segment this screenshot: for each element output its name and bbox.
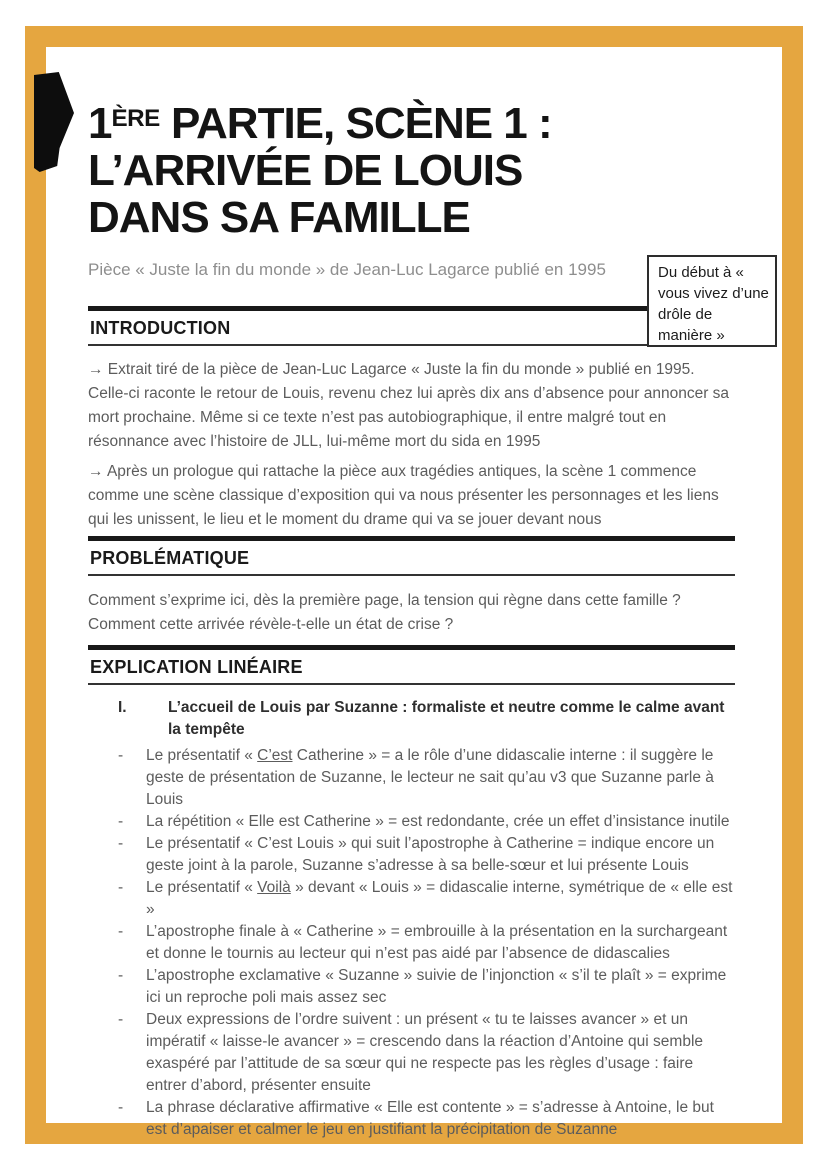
bullet-marker: - xyxy=(118,835,124,853)
title-line-3: DANS SA FAMILLE xyxy=(88,193,470,243)
section-header-explication-lineaire: EXPLICATION LINÉAIRE xyxy=(88,645,735,685)
title-number: 1 xyxy=(88,99,112,149)
bullet-marker: - xyxy=(118,1011,124,1029)
section-header-problematique: PROBLÉMATIQUE xyxy=(88,536,735,576)
introduction-paragraph-2: → Après un prologue qui rattache la pièce aux tragédies antiques, la scène 1 commence comme une scène classique d’exposition qui va nous présenter les personnages et les liens qui les unissent, le lieu et le moment du drame qui va se jouer devant nous xyxy=(88,463,719,529)
list-item xyxy=(118,811,735,833)
analysis-bullet-list xyxy=(88,745,735,1141)
introduction-paragraph-1: → Extrait tiré de la pièce de Jean-Luc Lagarce « Juste la fin du monde » publié en 1995. Celle-ci raconte le retour de Louis, revenu chez lui après dix ans d’absence pour annoncer sa mort prochaine. Même si ce texte n’est pas autobiographique, il entre malgré tout en résonnance avec l’histoire de JLL, lui-même mort du sida en 1995 xyxy=(88,361,730,451)
side-note-text: Du début à « vous vivez d’une drôle de manière » xyxy=(658,264,769,344)
section-header-introduction: INTRODUCTION xyxy=(88,306,735,346)
bullet-text: L’apostrophe exclamative « Suzanne » suivie de l’injonction « s’il te plaît » = exprime ici un reproche poli mais assez sec xyxy=(146,967,727,1007)
bullet-text: La répétition « Elle est Catherine » = est redondante, crée un effet d’insistance inutile xyxy=(146,813,730,831)
explication-part-1-heading xyxy=(88,697,735,741)
bullet-text: Le présentatif « C’est Catherine » = a le rôle d’une didascalie interne : il suggère le geste de présentation de Suzanne, le lecteur ne sait qu’au v3 que Suzanne parle à Louis xyxy=(146,747,714,809)
list-item xyxy=(118,833,735,877)
list-item xyxy=(118,1009,735,1097)
underlined-quote: Voilà xyxy=(257,879,291,897)
page-title xyxy=(88,95,735,241)
bullet-marker: - xyxy=(118,923,124,941)
page-content xyxy=(46,95,782,1171)
bullet-text: La phrase déclarative affirmative « Elle est contente » = s’adresse à Antoine, le but est d’apaiser et calmer le jeu en justifiant la précipitation de Suzanne xyxy=(146,1099,714,1139)
bullet-text: Le présentatif « Voilà » devant « Louis » = didascalie interne, symétrique de « elle est » xyxy=(146,879,733,919)
list-item xyxy=(118,1097,735,1141)
title-line-2: L’ARRIVÉE DE LOUIS xyxy=(88,146,523,196)
bullet-text: L’apostrophe finale à « Catherine » = embrouille à la présentation en la surchargeant et donne le tournis au lecteur qui n’est pas aidé par l’absence de didascalies xyxy=(146,923,728,963)
problematique-paragraph: Comment s’exprime ici, dès la première page, la tension qui règne dans cette famille ? Comment cette arrivée révèle-t-elle un état de crise ? xyxy=(88,592,681,634)
bullet-marker: - xyxy=(118,967,124,985)
part-heading-text: L’accueil de Louis par Suzanne : formaliste et neutre comme le calme avant la tempête xyxy=(168,699,725,739)
bullet-marker: - xyxy=(118,1099,124,1117)
bullet-marker: - xyxy=(118,879,124,897)
list-item xyxy=(118,965,735,1009)
title-line-1-rest: PARTIE, SCÈNE 1 : xyxy=(159,99,552,149)
subtitle: Pièce « Juste la fin du monde » de Jean-Luc Lagarce publié en 1995 xyxy=(88,260,606,280)
bullet-marker: - xyxy=(118,747,124,765)
side-note-box xyxy=(647,255,777,347)
list-item xyxy=(118,877,735,921)
underlined-quote: C’est xyxy=(257,747,293,765)
list-item xyxy=(118,745,735,811)
roman-numeral: I. xyxy=(118,699,127,717)
list-item xyxy=(118,921,735,965)
bullet-marker: - xyxy=(118,813,124,831)
bullet-text: Deux expressions de l’ordre suivent : un présent « tu te laisses avancer » et un impératif « laisse-le avancer » = crescendo dans la réaction d’Antoine qui semble exaspéré par l’attitude de sa sœur qui ne respecte pas les règles d’usage : faire entrer d’abord, présenter ensuite xyxy=(146,1011,704,1095)
title-line-1 xyxy=(88,95,735,147)
bullet-text: Le présentatif « C’est Louis » qui suit l’apostrophe à Catherine = indique encore un geste joint à la parole, Suzanne s’adresse à sa belle-sœur et lui présente Louis xyxy=(146,835,715,875)
page-frame xyxy=(25,26,803,1144)
title-ordinal-superscript: ÈRE xyxy=(111,105,160,132)
